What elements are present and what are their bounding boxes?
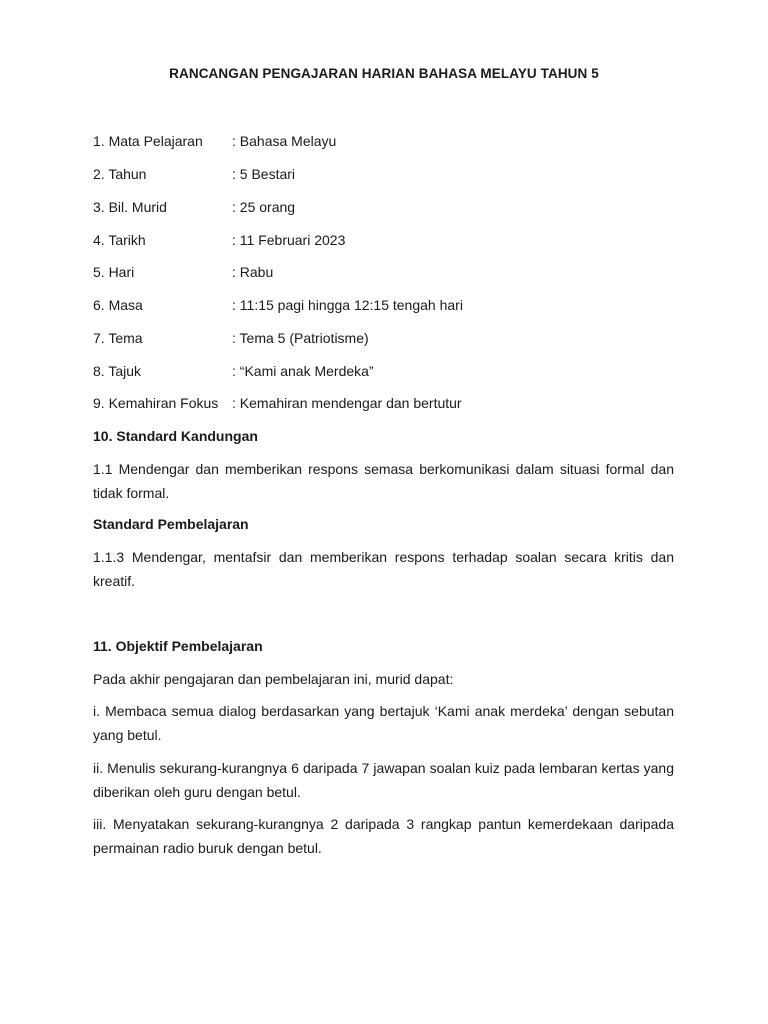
info-value: : Bahasa Melayu [232, 133, 337, 149]
standard-pembelajaran-text: 1.1.3 Mendengar, mentafsir dan memberikan respons terhadap soalan secara kritis dan kreatif. [93, 549, 674, 589]
info-label: 8. Tajuk [93, 363, 141, 379]
info-label: 1. Mata Pelajaran [93, 133, 203, 149]
standard-kandungan-text: 1.1 Mendengar dan memberikan respons semasa berkomunikasi dalam situasi formal dan tidak formal. [93, 461, 674, 501]
info-label: 7. Tema [93, 330, 143, 346]
info-value: : 11:15 pagi hingga 12:15 tengah hari [232, 297, 463, 313]
info-label: 6. Masa [93, 297, 143, 313]
objektif-intro: Pada akhir pengajaran dan pembelajaran ini, murid dapat: [93, 671, 454, 687]
objektif-heading: 11. Objektif Pembelajaran [93, 638, 263, 654]
standard-pembelajaran-heading: Standard Pembelajaran [93, 516, 249, 532]
info-value: : “Kami anak Merdeka” [232, 363, 374, 379]
info-value: : 25 orang [232, 199, 296, 215]
info-label: 3. Bil. Murid [93, 199, 167, 215]
info-value: : Tema 5 (Patriotisme) [232, 330, 369, 346]
objektif-item-3: iii. Menyatakan sekurang-kurangnya 2 daripada 3 rangkap pantun kemerdekaan daripada permainan radio buruk dengan betul. [93, 816, 674, 856]
info-value: : 5 Bestari [232, 166, 296, 182]
objektif-item-1: i. Membaca semua dialog berdasarkan yang bertajuk ‘Kami anak merdeka’ dengan sebutan yang betul. [93, 703, 674, 743]
info-label: 5. Hari [93, 264, 135, 280]
info-label: 9. Kemahiran Fokus [93, 395, 219, 411]
info-value: : Kemahiran mendengar dan bertutur [232, 395, 462, 411]
document-title: RANCANGAN PENGAJARAN HARIAN BAHASA MELAYU TAHUN 5 [169, 66, 599, 81]
info-value: : Rabu [232, 264, 274, 280]
info-label: 2. Tahun [93, 166, 147, 182]
info-label: 4. Tarikh [93, 232, 146, 248]
objektif-item-2: ii. Menulis sekurang-kurangnya 6 daripada 7 jawapan soalan kuiz pada lembaran kertas yang diberikan oleh guru dengan betul. [93, 760, 674, 800]
standard-kandungan-heading: 10. Standard Kandungan [93, 428, 258, 444]
info-value: : 11 Februari 2023 [232, 232, 346, 248]
